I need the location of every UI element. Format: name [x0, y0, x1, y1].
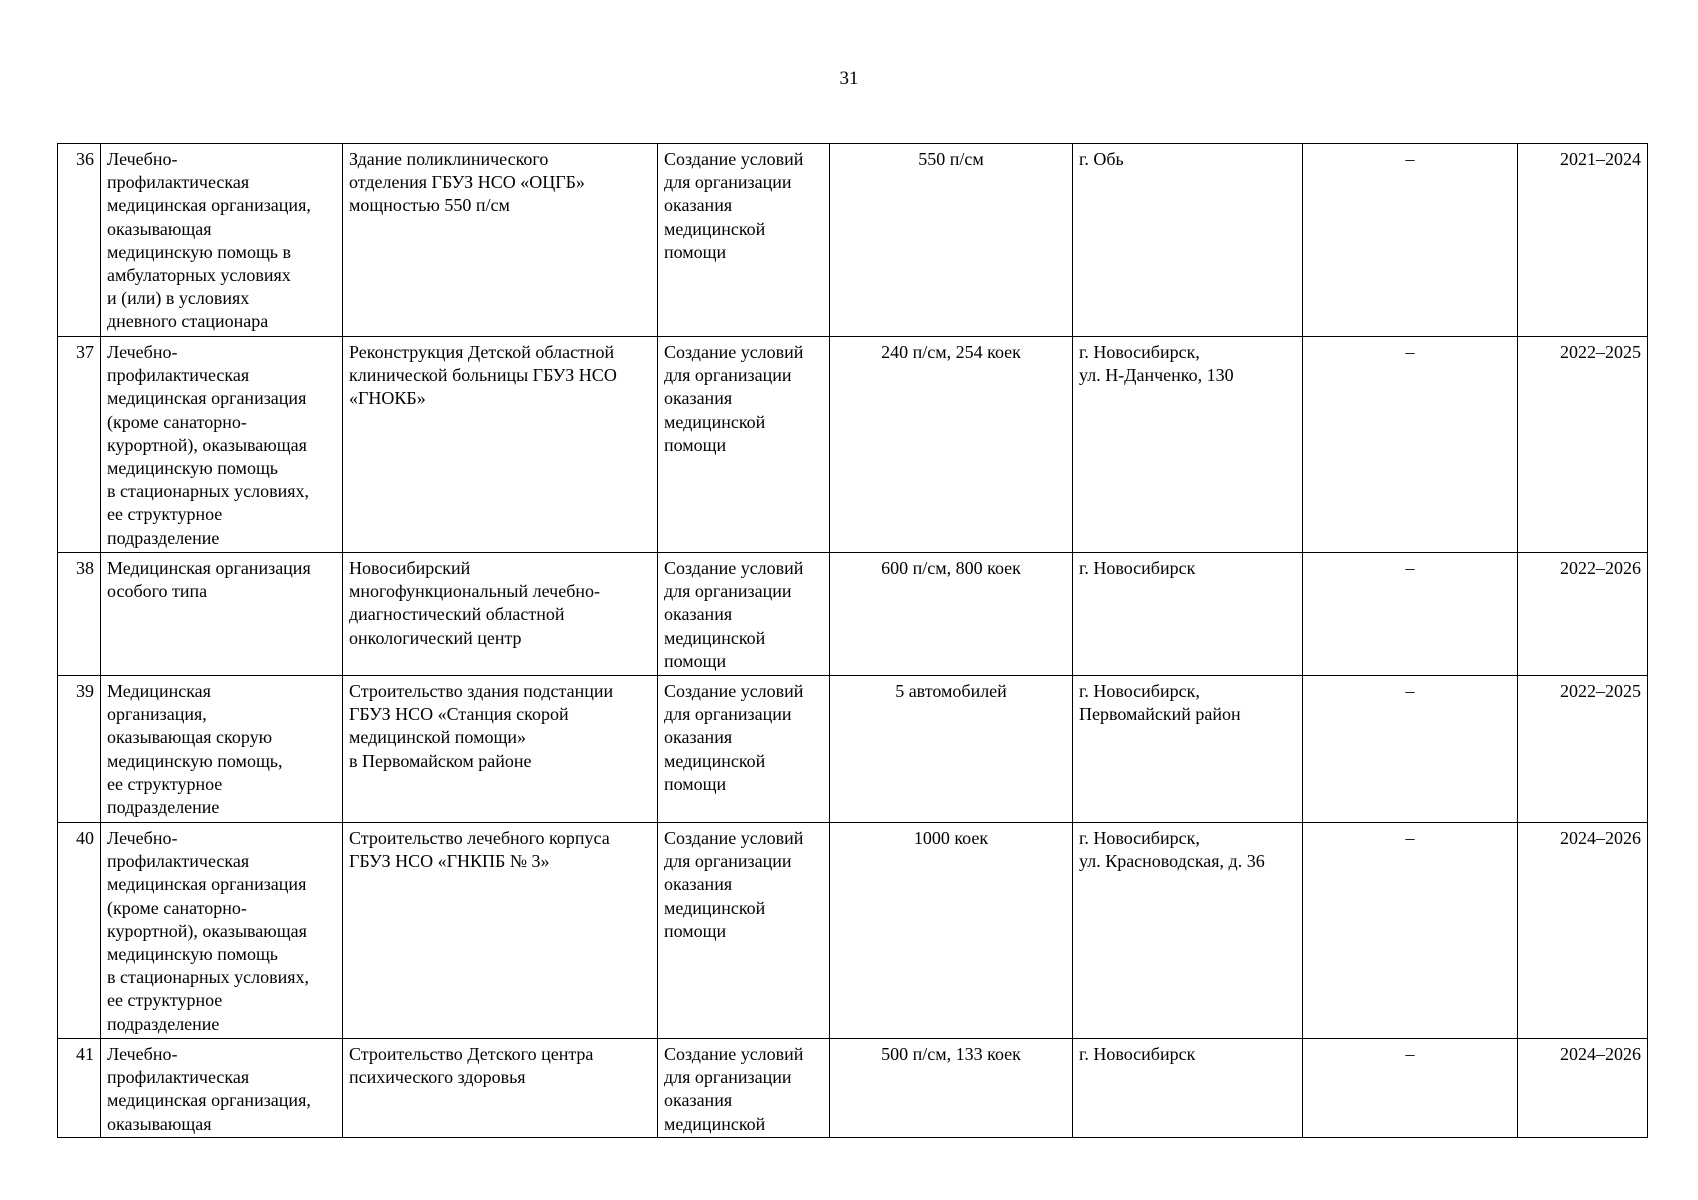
cell-text-line: Создание условий	[664, 828, 804, 848]
cell-text-line: для организации	[664, 851, 792, 872]
cell-text: 2024–2026	[1560, 1044, 1641, 1064]
cell-text-line: профилактическая	[107, 851, 250, 872]
cell-text-line: в стационарных условиях,	[107, 967, 310, 988]
cell-text-line: медицинской	[664, 218, 766, 239]
cell-text: –	[1405, 828, 1415, 848]
cell-text-line: 1000 коек	[913, 828, 989, 848]
table-row	[58, 823, 1648, 1039]
cell-text-line: г. Новосибирск	[1079, 558, 1196, 578]
object-name-cell	[343, 144, 658, 337]
cell-text-line: Реконструкция Детской областной	[349, 342, 615, 362]
purpose-cell	[658, 144, 830, 337]
cell-text-line: оказывающая	[107, 218, 212, 239]
cell-text-line: (кроме санаторно-	[107, 411, 247, 432]
table-row	[58, 1039, 1648, 1138]
organization-type-cell	[101, 553, 343, 676]
cell-text-line: многофункциональный лечебно-	[349, 581, 600, 602]
table-row	[58, 144, 1648, 337]
location-cell	[1073, 676, 1303, 823]
cell-text-line: Лечебно-	[107, 1044, 178, 1064]
cell-text-line: онкологический центр	[349, 627, 522, 648]
cell-text-line: помощи	[664, 434, 727, 455]
purpose-cell	[658, 823, 830, 1039]
cell-text: –	[1405, 149, 1415, 169]
cell-text-line: для организации	[664, 1067, 792, 1088]
cell-text-line: медицинской	[664, 897, 766, 918]
cell-text: 38	[76, 558, 94, 578]
cell-text-line: медицинскую помощь	[107, 944, 279, 965]
cell-text-line: Лечебно-	[107, 149, 178, 169]
cell-text-line: амбулаторных условиях	[107, 265, 291, 286]
years-cell	[1518, 337, 1648, 553]
cell-text-line: медицинскую помощь,	[107, 750, 283, 771]
cell-text-line: медицинская организация,	[107, 195, 311, 216]
cell-text-line: мощностью 550 п/см	[349, 195, 510, 216]
location-cell	[1073, 823, 1303, 1039]
cell-text-line: ул. Н-Данченко, 130	[1079, 365, 1234, 386]
cell-text-line: профилактическая	[107, 365, 250, 386]
capacity-cell	[830, 823, 1073, 1039]
cell-text-line: Создание условий	[664, 558, 804, 578]
cell-text-line: медицинской	[664, 627, 766, 648]
organization-type-cell	[101, 144, 343, 337]
cell-text-line: Медицинская	[107, 681, 211, 701]
cell-text-line: г. Обь	[1079, 149, 1124, 169]
cell-text: 36	[76, 149, 94, 169]
cell-text-line: оказывающая	[107, 1113, 212, 1134]
cell-text-line: отделения ГБУЗ НСО «ОЦГБ»	[349, 172, 585, 193]
cell-text-line: курортной), оказывающая	[107, 434, 307, 455]
cell-text-line: медицинская организация	[107, 874, 307, 895]
object-name-cell	[343, 823, 658, 1039]
row-number-cell	[58, 676, 101, 823]
cell-text-line: 600 п/см, 800 коек	[881, 558, 1021, 578]
cell-text-line: оказания	[664, 1090, 733, 1111]
cell-text-line: 550 п/см	[918, 149, 984, 169]
cell-text-line: подразделение	[107, 797, 220, 818]
object-name-cell	[343, 676, 658, 823]
cell-text-line: ул. Красноводская, д. 36	[1079, 851, 1265, 872]
cell-text-line: дневного стационара	[107, 311, 269, 332]
cell-text: 37	[76, 342, 94, 362]
years-cell	[1518, 1039, 1648, 1138]
years-cell	[1518, 553, 1648, 676]
cell-text-line: 5 автомобилей	[895, 681, 1007, 701]
table-row	[58, 553, 1648, 676]
location-cell	[1073, 553, 1303, 676]
location-cell	[1073, 1039, 1303, 1138]
objects-table	[57, 143, 1648, 1138]
cell-text-line: Создание условий	[664, 681, 804, 701]
cell-text-line: ГБУЗ НСО «Станция скорой	[349, 704, 569, 725]
cell-text-line: оказания	[664, 388, 733, 409]
cell-text-line: Строительство здания подстанции	[349, 681, 614, 701]
dash-cell	[1303, 823, 1518, 1039]
cell-text-line: оказания	[664, 604, 733, 625]
cell-text-line: помощи	[664, 773, 727, 794]
cell-text-line: для организации	[664, 365, 792, 386]
cell-text-line: Создание условий	[664, 342, 804, 362]
cell-text-line: г. Новосибирск	[1079, 1044, 1196, 1064]
cell-text: 2021–2024	[1560, 149, 1641, 169]
row-number-cell	[58, 1039, 101, 1138]
cell-text-line: медицинской помощи»	[349, 727, 526, 748]
cell-text-line: диагностический областной	[349, 604, 565, 625]
cell-text: 2024–2026	[1560, 828, 1641, 848]
cell-text-line: медицинской	[664, 411, 766, 432]
organization-type-cell	[101, 676, 343, 823]
cell-text-line: клинической больницы ГБУЗ НСО	[349, 365, 617, 386]
organization-type-cell	[101, 1039, 343, 1138]
cell-text-line: медицинская организация	[107, 388, 307, 409]
cell-text-line: в стационарных условиях,	[107, 481, 310, 502]
cell-text-line: помощи	[664, 650, 727, 671]
cell-text-line: Медицинская организация	[107, 558, 311, 578]
cell-text-line: и (или) в условиях	[107, 288, 250, 309]
object-name-cell	[343, 1039, 658, 1138]
cell-text-line: медицинскую помощь в	[107, 241, 292, 262]
cell-text-line: психического здоровья	[349, 1067, 526, 1088]
purpose-cell	[658, 553, 830, 676]
cell-text-line: Новосибирский	[349, 558, 471, 578]
object-name-cell	[343, 337, 658, 553]
capacity-cell	[830, 553, 1073, 676]
cell-text-line: г. Новосибирск,	[1079, 342, 1200, 362]
cell-text: –	[1405, 1044, 1415, 1064]
cell-text-line: Здание поликлинического	[349, 149, 549, 169]
cell-text-line: оказания	[664, 874, 733, 895]
cell-text: –	[1405, 681, 1415, 701]
cell-text: 2022–2025	[1560, 681, 1641, 701]
cell-text-line: организация,	[107, 704, 207, 725]
cell-text-line: подразделение	[107, 527, 220, 548]
dash-cell	[1303, 553, 1518, 676]
dash-cell	[1303, 144, 1518, 337]
cell-text-line: ГБУЗ НСО «ГНКПБ № 3»	[349, 851, 550, 872]
cell-text-line: оказания	[664, 195, 733, 216]
cell-text-line: курортной), оказывающая	[107, 920, 307, 941]
cell-text-line: для организации	[664, 172, 792, 193]
capacity-cell	[830, 337, 1073, 553]
cell-text-line: Строительство лечебного корпуса	[349, 828, 610, 848]
cell-text: 39	[76, 681, 94, 701]
cell-text-line: ее структурное	[107, 773, 223, 794]
organization-type-cell	[101, 337, 343, 553]
cell-text-line: (кроме санаторно-	[107, 897, 247, 918]
cell-text-line: «ГНОКБ»	[349, 388, 426, 409]
row-number-cell	[58, 553, 101, 676]
cell-text-line: оказывающая скорую	[107, 727, 273, 748]
location-cell	[1073, 144, 1303, 337]
cell-text: –	[1405, 342, 1415, 362]
cell-text: 2022–2025	[1560, 342, 1641, 362]
cell-text-line: Лечебно-	[107, 342, 178, 362]
cell-text-line: подразделение	[107, 1013, 220, 1034]
cell-text: 40	[76, 828, 94, 848]
cell-text-line: оказания	[664, 727, 733, 748]
organization-type-cell	[101, 823, 343, 1039]
cell-text-line: в Первомайском районе	[349, 750, 532, 771]
cell-text-line: Строительство Детского центра	[349, 1044, 594, 1064]
years-cell	[1518, 676, 1648, 823]
object-name-cell	[343, 553, 658, 676]
cell-text-line: медицинская организация,	[107, 1090, 311, 1111]
cell-text-line: 500 п/см, 133 коек	[881, 1044, 1021, 1064]
cell-text-line: г. Новосибирск,	[1079, 828, 1200, 848]
cell-text-line: особого типа	[107, 581, 208, 602]
purpose-cell	[658, 676, 830, 823]
cell-text-line: Лечебно-	[107, 828, 178, 848]
capacity-cell	[830, 676, 1073, 823]
cell-text: –	[1405, 558, 1415, 578]
cell-text-line: 240 п/см, 254 коек	[881, 342, 1021, 362]
cell-text-line: ее структурное	[107, 990, 223, 1011]
capacity-cell	[830, 1039, 1073, 1138]
years-cell	[1518, 144, 1648, 337]
cell-text-line: помощи	[664, 920, 727, 941]
cell-text-line: помощи	[664, 241, 727, 262]
cell-text-line: ее структурное	[107, 504, 223, 525]
page-number: 31	[839, 68, 859, 89]
dash-cell	[1303, 676, 1518, 823]
cell-text: 41	[76, 1044, 94, 1064]
cell-text-line: медицинской	[664, 750, 766, 771]
cell-text: 2022–2026	[1560, 558, 1641, 578]
row-number-cell	[58, 823, 101, 1039]
purpose-cell	[658, 1039, 830, 1138]
capacity-cell	[830, 144, 1073, 337]
cell-text-line: медицинскую помощь	[107, 458, 279, 479]
cell-text-line: медицинской	[664, 1113, 766, 1134]
cell-text-line: профилактическая	[107, 172, 250, 193]
table-row	[58, 337, 1648, 553]
table-row	[58, 676, 1648, 823]
dash-cell	[1303, 1039, 1518, 1138]
location-cell	[1073, 337, 1303, 553]
cell-text-line: Создание условий	[664, 1044, 804, 1064]
cell-text-line: для организации	[664, 704, 792, 725]
cell-text-line: профилактическая	[107, 1067, 250, 1088]
cell-text-line: Создание условий	[664, 149, 804, 169]
row-number-cell	[58, 144, 101, 337]
dash-cell	[1303, 337, 1518, 553]
cell-text-line: Первомайский район	[1079, 704, 1241, 725]
cell-text-line: г. Новосибирск,	[1079, 681, 1200, 701]
purpose-cell	[658, 337, 830, 553]
row-number-cell	[58, 337, 101, 553]
years-cell	[1518, 823, 1648, 1039]
cell-text-line: для организации	[664, 581, 792, 602]
